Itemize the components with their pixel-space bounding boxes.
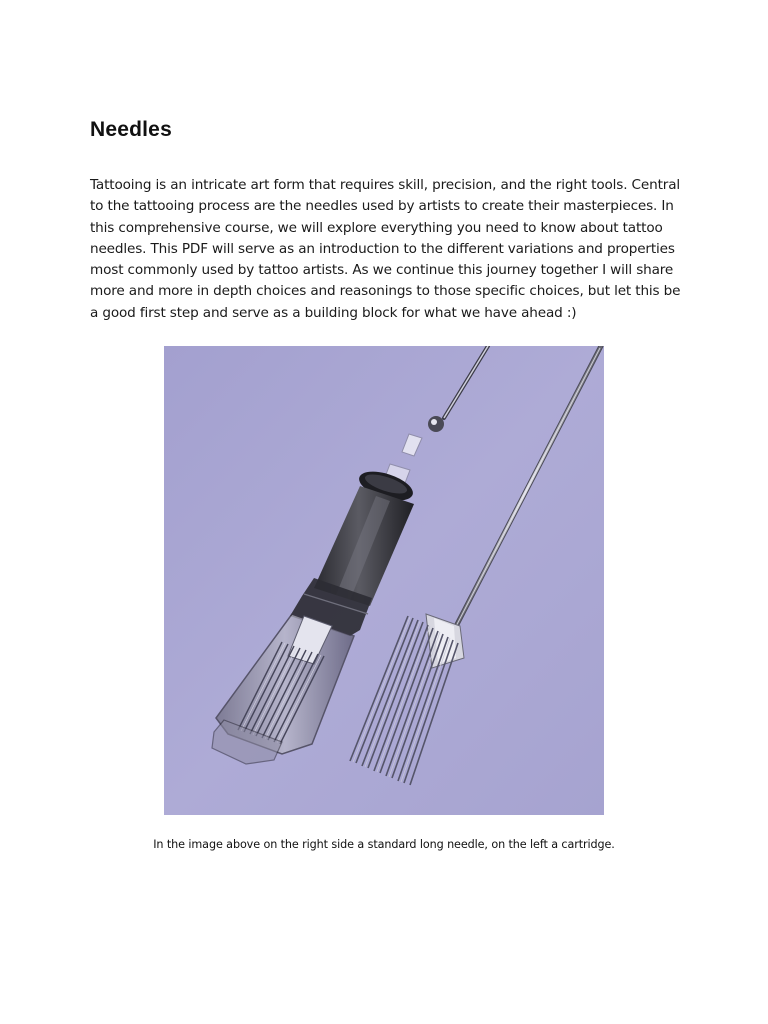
intro-paragraph: Tattooing is an intricate art form that requires skill, precision, and the right tools. Central to the tattooing process are the needles used by artists to create their masterpieces. In this comprehensive course, we will explore everything you need to know about tattoo needles. This PDF will serve as an introduction to the different variations and properties most commonly used by tattoo artists. As we continue this journey together I will share more and more in depth choices and reasonings to those specific choices, but let this be a good first step and serve as a building block for what we have ahead :) xyxy=(90,177,681,321)
needles-photo xyxy=(164,346,604,815)
image-caption: In the image above on the right side a standard long needle, on the left a cartridge. xyxy=(153,838,615,851)
page-title: Needles xyxy=(90,118,172,141)
